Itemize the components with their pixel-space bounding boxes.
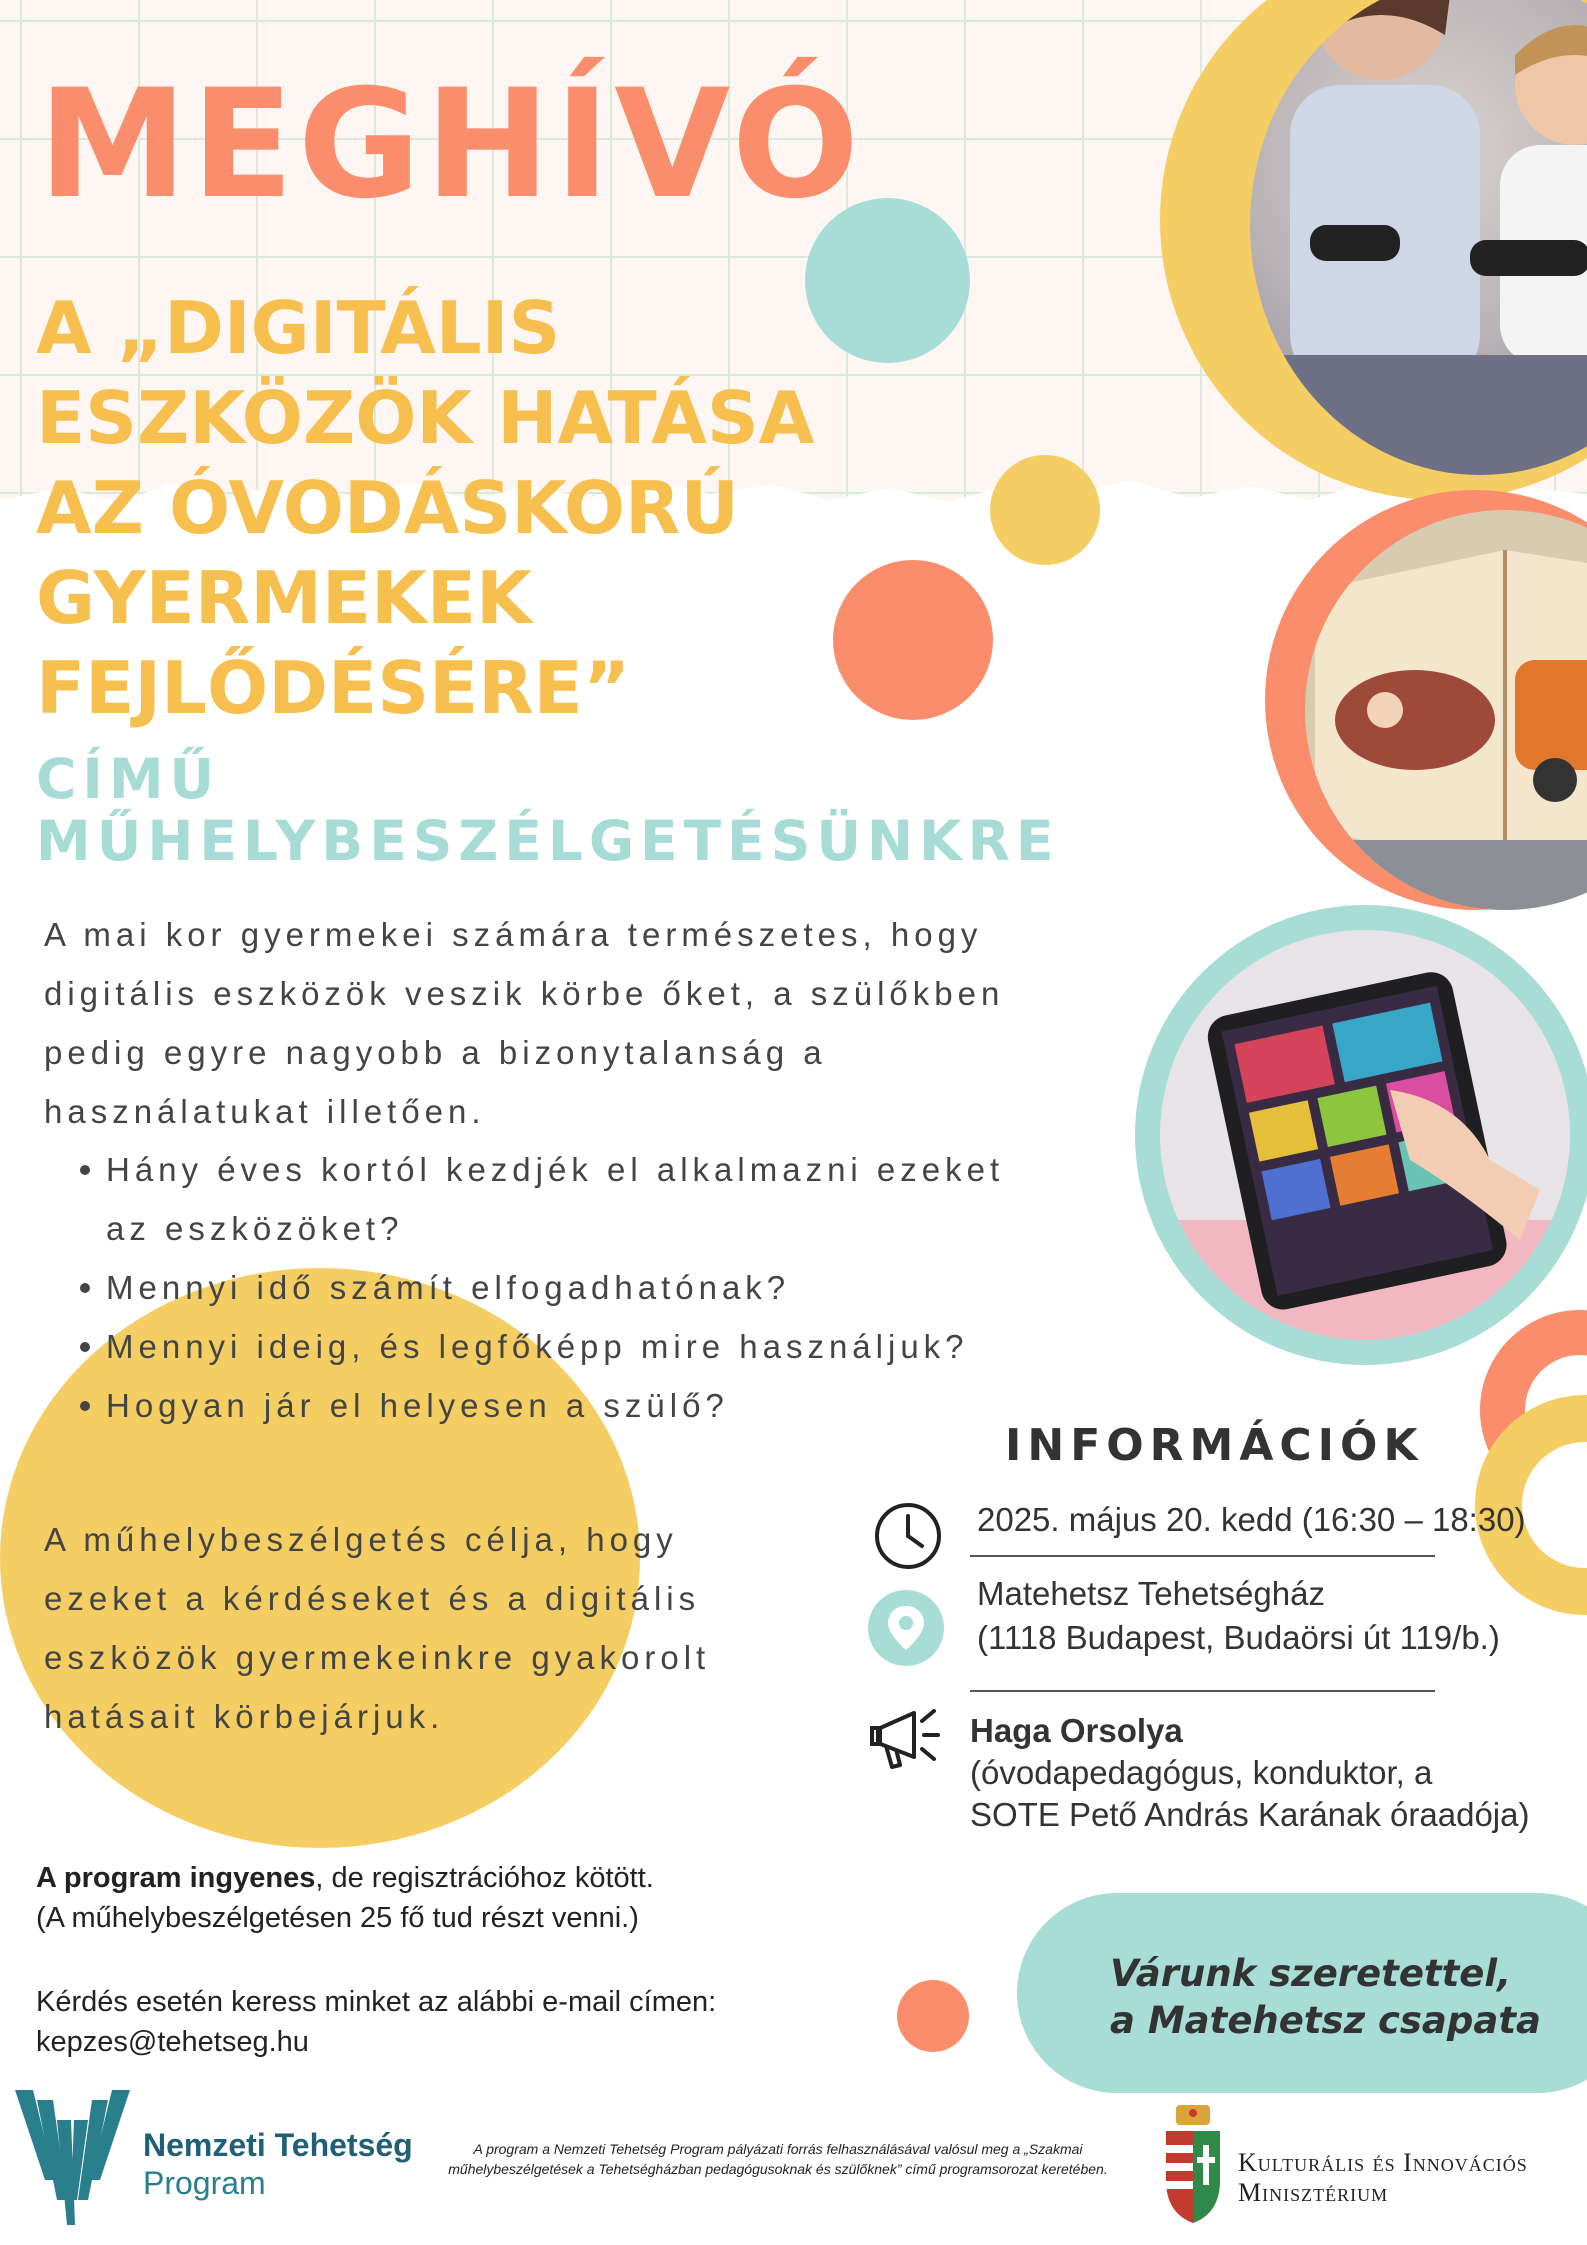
decor-circle-coral-small bbox=[897, 1980, 969, 2052]
funding-note: A program a Nemzeti Tehetség Program pályázati forrás felhasználásával valósul meg a „Szakmai műhelybeszélgetések a Tehetségházban pedagógusoknak és szülőknek” című programsorozat keretében. bbox=[448, 2141, 1108, 2177]
question-item bbox=[44, 1258, 1104, 1317]
goal-paragraph bbox=[44, 1510, 844, 1746]
ministry-name bbox=[1238, 2148, 1528, 2208]
info-divider bbox=[970, 1555, 1435, 1557]
registration-condition: , de regisztrációhoz kötött. bbox=[315, 1862, 654, 1894]
venue-address: (1118 Budapest, Budaörsi út 119/b.) bbox=[977, 1619, 1500, 1656]
contact-note: Kérdés esetén keress minket az alábbi e-mail címen: bbox=[36, 1986, 717, 2018]
decor-circle-yellow-small bbox=[990, 455, 1100, 565]
question-item bbox=[44, 1376, 1104, 1435]
event-title-line: A „DIGITÁLIS bbox=[36, 286, 561, 370]
event-title-line: GYERMEKEK bbox=[36, 556, 532, 640]
intro-line: pedig egyre nagyobb a bizonytalanság a bbox=[44, 1034, 827, 1071]
intro-line: digitális eszközök veszik körbe őket, a szülőkben bbox=[44, 975, 1005, 1012]
contact-email[interactable]: kepzes@tehetseg.hu bbox=[36, 2026, 309, 2058]
registration-free: A program ingyenes bbox=[36, 1862, 316, 1894]
location-pin-icon bbox=[866, 1588, 946, 1668]
question-text: az eszközöket? bbox=[106, 1210, 404, 1247]
info-heading: INFORMÁCIÓK bbox=[1005, 1420, 1424, 1471]
closing-line: Várunk szeretettel, bbox=[1110, 1952, 1512, 1995]
question-item bbox=[44, 1317, 1104, 1376]
speaker-role: SOTE Pető András Karának óraadója) bbox=[970, 1796, 1530, 1833]
closing-line: a Matehetsz csapata bbox=[1110, 1999, 1542, 2042]
info-divider bbox=[970, 1690, 1435, 1692]
ntp-name: Program bbox=[143, 2165, 266, 2201]
clock-icon bbox=[872, 1500, 944, 1572]
question-text: Mennyi idő számít elfogadhatónak? bbox=[106, 1269, 791, 1306]
ntp-logo-text bbox=[143, 2126, 413, 2202]
question-list bbox=[44, 1140, 1104, 1435]
photo-tablet-child bbox=[1160, 930, 1570, 1340]
ministry-line: Minisztérium bbox=[1238, 2178, 1389, 2207]
closing-message bbox=[1110, 1950, 1541, 2044]
speaker-name: Haga Orsolya bbox=[970, 1712, 1183, 1749]
ntp-name: Nemzeti Tehetség bbox=[143, 2127, 413, 2163]
event-type-heading bbox=[36, 748, 1186, 872]
question-text: Hány éves kortól kezdjék el alkalmazni ezeket bbox=[106, 1151, 1005, 1188]
capacity-note: (A műhelybeszélgetésen 25 fő tud részt venni.) bbox=[36, 1902, 639, 1934]
goal-line: hatásait körbejárjuk. bbox=[44, 1698, 445, 1735]
event-title-line: FEJLŐDÉSÉRE” bbox=[36, 646, 631, 730]
speaker-role: (óvodapedagógus, konduktor, a bbox=[970, 1754, 1433, 1791]
goal-line: ezeket a kérdéseket és a digitális bbox=[44, 1580, 701, 1617]
ministry-line: Kulturális és Innovációs bbox=[1238, 2148, 1528, 2177]
coat-of-arms-icon bbox=[1158, 2105, 1228, 2225]
event-title-line: AZ ÓVODÁSKORÚ bbox=[36, 466, 739, 550]
goal-line: eszközök gyermekeinkre gyakorolt bbox=[44, 1639, 711, 1676]
event-date: 2025. május 20. kedd (16:30 – 18:30) bbox=[977, 1501, 1526, 1538]
intro-line: használatukat illetően. bbox=[44, 1093, 486, 1130]
question-text: Hogyan jár el helyesen a szülő? bbox=[106, 1387, 729, 1424]
megaphone-icon bbox=[868, 1695, 954, 1777]
ntp-logo-icon bbox=[15, 2090, 130, 2230]
intro-paragraph bbox=[44, 905, 1104, 1141]
page-title: MEGHÍVÓ bbox=[38, 58, 864, 232]
intro-line: A mai kor gyermekei számára természetes, hogy bbox=[44, 916, 983, 953]
question-text: Mennyi ideig, és legfőképp mire használjuk? bbox=[106, 1328, 969, 1365]
event-title bbox=[36, 283, 936, 733]
event-title-line: ESZKÖZÖK HATÁSA bbox=[36, 376, 815, 460]
goal-line: A műhelybeszélgetés célja, hogy bbox=[44, 1521, 678, 1558]
event-type-line: MŰHELYBESZÉLGETÉSÜNKRE bbox=[36, 809, 1060, 873]
venue-name: Matehetsz Tehetségház bbox=[977, 1575, 1325, 1612]
registration-note bbox=[36, 1858, 654, 1898]
question-item bbox=[44, 1140, 1104, 1258]
event-type-line: CÍMŰ bbox=[36, 747, 221, 811]
